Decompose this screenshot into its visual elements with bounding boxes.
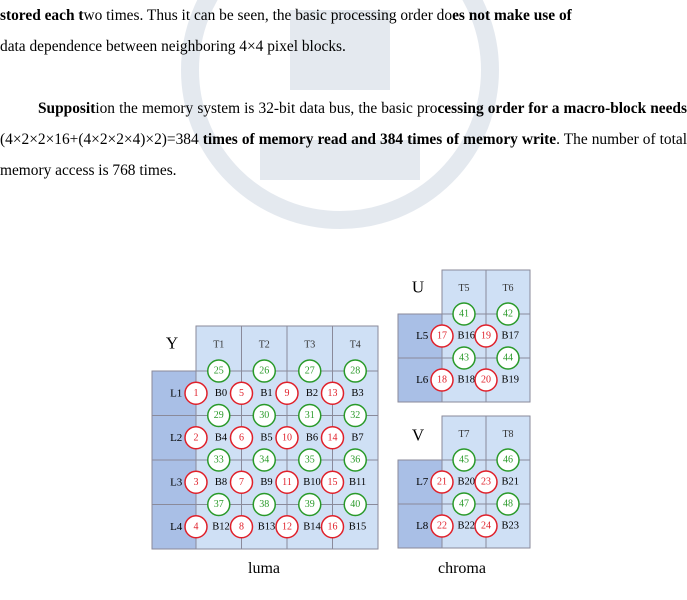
block-label: B12 bbox=[212, 521, 230, 533]
green-order-number: 39 bbox=[304, 499, 315, 510]
red-order-number: 3 bbox=[193, 476, 199, 488]
block-label: B17 bbox=[501, 330, 519, 342]
green-order-number: 34 bbox=[259, 454, 270, 466]
top-label: T1 bbox=[213, 339, 225, 351]
block-label: B13 bbox=[257, 521, 276, 533]
red-order-number: 8 bbox=[239, 521, 244, 533]
red-order-number: 24 bbox=[481, 520, 491, 532]
block-label: B0 bbox=[214, 387, 228, 399]
text-run: cessing order for a macro-block needs bbox=[437, 100, 687, 117]
block-label: B21 bbox=[501, 476, 519, 488]
top-label: T5 bbox=[458, 282, 470, 294]
red-order-number: 20 bbox=[481, 374, 491, 386]
green-order-number: 25 bbox=[213, 365, 224, 377]
green-order-number: 27 bbox=[304, 365, 315, 377]
red-order-number: 17 bbox=[437, 330, 447, 342]
green-order-number: 29 bbox=[213, 410, 224, 421]
text-run: Supposit bbox=[38, 100, 96, 117]
block-label: B16 bbox=[457, 330, 475, 342]
block-label: B19 bbox=[501, 374, 519, 386]
red-order-number: 13 bbox=[327, 387, 338, 399]
block-label: B20 bbox=[457, 476, 475, 488]
text-run: data dependence between neighboring 4×4 pixel blocks. bbox=[0, 38, 346, 55]
red-order-number: 16 bbox=[327, 521, 338, 533]
block-label: B7 bbox=[351, 432, 364, 444]
plane-label: Y bbox=[165, 333, 179, 353]
block-label: B23 bbox=[501, 520, 519, 532]
red-order-number: 22 bbox=[437, 520, 447, 532]
block-label: B18 bbox=[457, 374, 475, 386]
green-order-number: 38 bbox=[259, 499, 270, 510]
green-order-number: 42 bbox=[503, 308, 513, 320]
top-label: T2 bbox=[258, 339, 270, 351]
green-order-number: 35 bbox=[304, 454, 315, 466]
block-label: B10 bbox=[303, 476, 321, 488]
green-order-number: 48 bbox=[503, 498, 513, 510]
text-run: times of memory read bbox=[202, 131, 348, 148]
green-order-number: 26 bbox=[259, 365, 270, 377]
red-order-number: 14 bbox=[327, 432, 338, 444]
green-order-number: 40 bbox=[350, 499, 361, 510]
left-label: L5 bbox=[416, 330, 429, 342]
red-order-number: 7 bbox=[239, 476, 244, 488]
red-order-number: 21 bbox=[437, 476, 447, 488]
block-label: B11 bbox=[348, 476, 367, 488]
green-order-number: 44 bbox=[503, 352, 513, 364]
block-label: B1 bbox=[260, 387, 273, 399]
red-order-number: 9 bbox=[284, 387, 290, 399]
block-label: B9 bbox=[260, 476, 273, 488]
block-label: B2 bbox=[305, 387, 319, 399]
top-label: T6 bbox=[502, 282, 514, 294]
block-label: B6 bbox=[305, 432, 319, 444]
top-label: T4 bbox=[349, 339, 361, 351]
green-order-number: 43 bbox=[459, 352, 469, 364]
green-order-number: 36 bbox=[350, 454, 361, 466]
text-run: . The number of total memory access is 768 times. bbox=[0, 131, 687, 179]
red-order-number: 23 bbox=[481, 476, 491, 488]
text-run: wo times. Thus it can be seen, the basic processing order do bbox=[83, 7, 453, 24]
left-label: L4 bbox=[170, 520, 183, 533]
red-order-number: 12 bbox=[282, 521, 292, 533]
green-order-number: 41 bbox=[459, 308, 469, 320]
green-order-number: 32 bbox=[350, 410, 361, 421]
text-run: ion the memory system is 32-bit data bus, the basic pro bbox=[95, 100, 438, 117]
left-label: L6 bbox=[416, 374, 429, 386]
top-label: T7 bbox=[458, 428, 470, 440]
left-label: L3 bbox=[170, 476, 183, 489]
red-order-number: 19 bbox=[481, 330, 491, 342]
block-label: B5 bbox=[260, 432, 273, 444]
text-run: and 384 times of bbox=[351, 131, 460, 148]
plane-label: V bbox=[411, 425, 425, 445]
red-order-number: 6 bbox=[239, 432, 244, 444]
green-order-number: 33 bbox=[213, 454, 224, 466]
left-label: L1 bbox=[170, 387, 183, 400]
green-order-number: 31 bbox=[304, 410, 315, 421]
green-order-number: 28 bbox=[350, 365, 361, 377]
red-order-number: 11 bbox=[282, 476, 292, 488]
caption-chroma: chroma bbox=[438, 560, 486, 577]
block-label: B8 bbox=[214, 476, 228, 488]
red-order-number: 2 bbox=[193, 432, 199, 444]
left-label: L2 bbox=[170, 431, 183, 444]
green-order-number: 47 bbox=[459, 498, 469, 510]
green-order-number: 46 bbox=[503, 454, 513, 466]
red-order-number: 5 bbox=[239, 387, 244, 399]
text-run: stored each t bbox=[0, 7, 84, 24]
green-order-number: 37 bbox=[213, 499, 224, 510]
text-run: es not make use of bbox=[452, 7, 572, 24]
block-label: B3 bbox=[351, 387, 364, 399]
caption-luma: luma bbox=[248, 560, 280, 577]
red-order-number: 1 bbox=[193, 387, 199, 399]
block-label: B22 bbox=[457, 520, 475, 532]
left-label: L8 bbox=[416, 520, 429, 532]
red-order-number: 10 bbox=[282, 432, 292, 444]
top-label: T8 bbox=[502, 428, 514, 440]
green-order-number: 30 bbox=[259, 410, 270, 421]
block-label: B4 bbox=[214, 432, 228, 444]
text-run: memory write bbox=[463, 131, 557, 148]
block-label: B15 bbox=[348, 521, 367, 533]
red-order-number: 18 bbox=[437, 374, 447, 386]
plane-label: U bbox=[411, 277, 425, 297]
formula: (4×2×2×16+(4×2×2×4)×2)=384 bbox=[0, 131, 199, 148]
red-order-number: 4 bbox=[193, 521, 199, 533]
block-label: B14 bbox=[303, 521, 321, 533]
green-order-number: 45 bbox=[459, 454, 469, 466]
top-label: T3 bbox=[304, 339, 316, 351]
left-label: L7 bbox=[416, 476, 429, 488]
red-order-number: 15 bbox=[327, 476, 338, 488]
